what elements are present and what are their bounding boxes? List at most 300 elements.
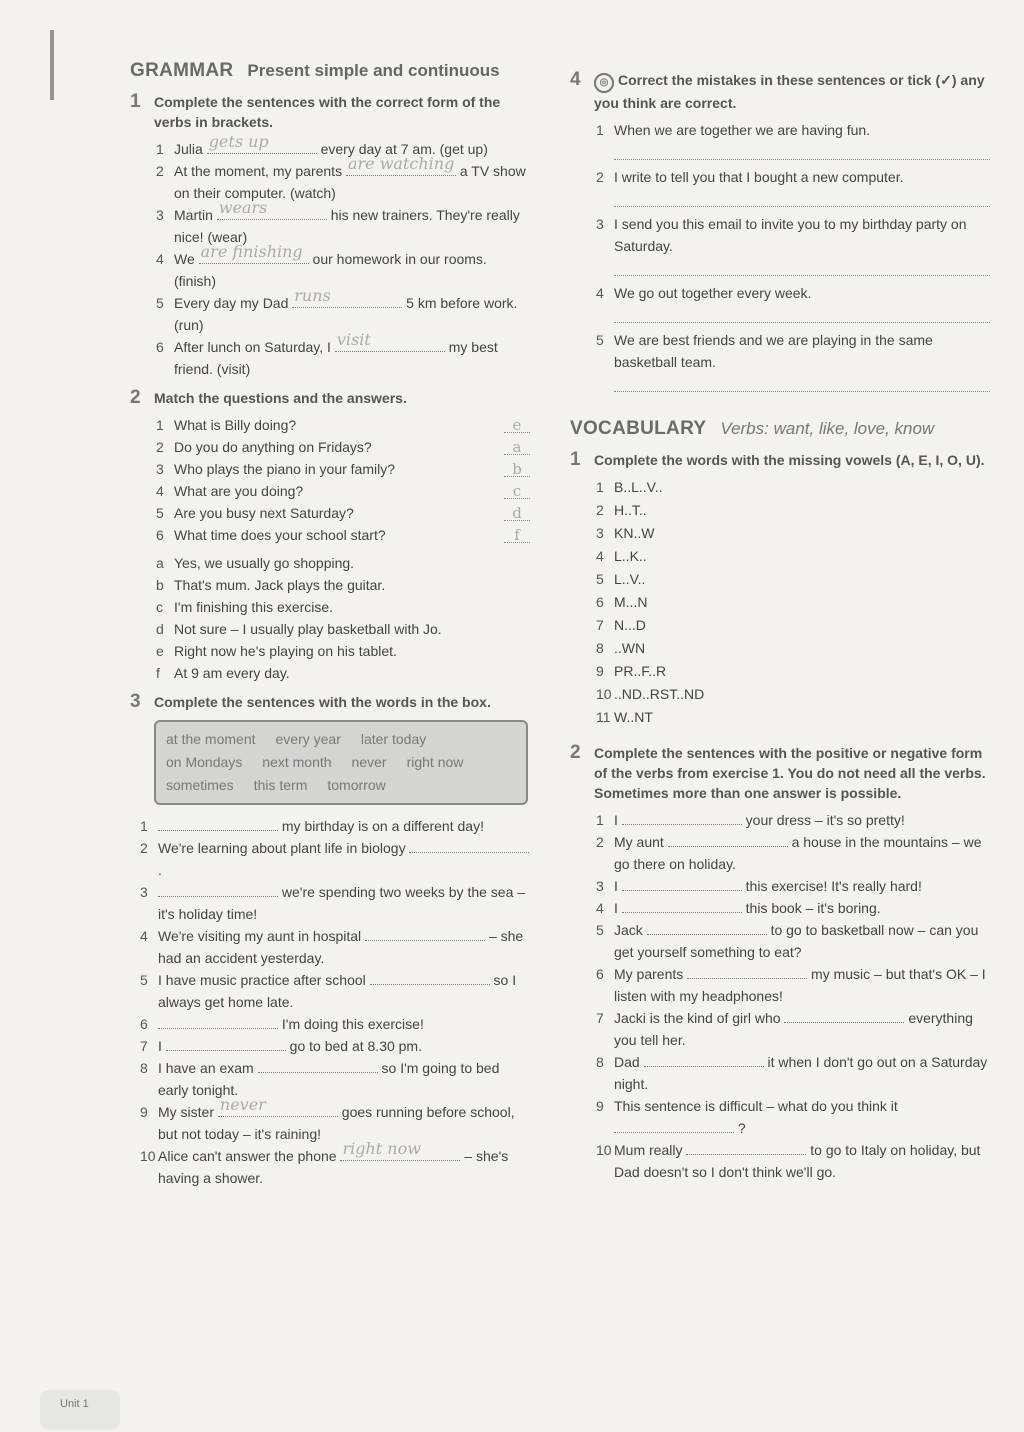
- vocabulary-exercise-2: [570, 743, 990, 1183]
- list-item: [596, 683, 990, 706]
- item-text: [614, 963, 990, 1007]
- handwritten-answer: gets up: [208, 132, 269, 151]
- audio-icon: ◎: [594, 73, 614, 93]
- question-text: [156, 524, 504, 546]
- vocabulary-tag: VOCABULARY: [570, 418, 707, 439]
- list-item: [596, 1007, 990, 1051]
- list-item: [156, 242, 530, 292]
- word-box-item: later today: [360, 731, 427, 747]
- answer-blank[interactable]: [158, 816, 278, 831]
- item-sentence: When we are together we are having fun.: [614, 122, 871, 138]
- item-number: 9: [140, 1104, 148, 1120]
- item-number: 5: [596, 922, 604, 938]
- item-text: [614, 897, 990, 919]
- word-box-item: next month: [262, 754, 332, 770]
- list-item: [140, 1095, 530, 1145]
- answer-blank[interactable]: [647, 920, 767, 935]
- list-item: [140, 837, 530, 881]
- answer-letter: b: [156, 577, 164, 593]
- list-item: [596, 545, 990, 568]
- item-suffix: his new trainers. They're really nice! (wear): [174, 207, 520, 245]
- list-item: [596, 568, 990, 591]
- item-prefix: This sentence is difficult – what do you think it: [614, 1098, 898, 1114]
- answer-blank[interactable]: f: [504, 524, 530, 543]
- item-suffix: so I'm going to bed early tonight.: [158, 1060, 500, 1098]
- list-item: [596, 213, 990, 257]
- answer-text: At 9 am every day.: [174, 665, 290, 681]
- item-sentence: I send you this email to invite you to my birthday party on Saturday.: [614, 216, 967, 254]
- answer-blank[interactable]: e: [504, 414, 530, 433]
- answer-blank[interactable]: [199, 242, 309, 264]
- list-item: [596, 166, 990, 188]
- answer-blank[interactable]: [622, 810, 742, 825]
- item-suffix: we're spending two weeks by the sea – it's holiday time!: [158, 884, 526, 922]
- handwritten-answer: never: [219, 1095, 266, 1114]
- answer-text: I'm finishing this exercise.: [174, 599, 334, 615]
- item-sentence: We are best friends and we are playing in the same basketball team.: [614, 332, 933, 370]
- answer-blank[interactable]: [784, 1008, 904, 1023]
- item-prefix: We're learning about plant life in biology: [158, 840, 406, 856]
- answer-row: [156, 618, 530, 640]
- item-text: [158, 1035, 530, 1057]
- left-column: [130, 56, 530, 1195]
- exercise-title: [570, 450, 990, 470]
- item-sentence: PR..F..R: [614, 663, 667, 679]
- answer-line[interactable]: [614, 259, 990, 276]
- answer-blank[interactable]: [335, 330, 445, 352]
- exercise-number: 2: [570, 742, 581, 763]
- item-suffix: so I always get home late.: [158, 972, 517, 1010]
- item-number: 1: [596, 812, 604, 828]
- item-sentence: I write to tell you that I bought a new computer.: [614, 169, 904, 185]
- grammar-subtitle: Present simple and continuous: [247, 61, 500, 80]
- question-sentence: Do you do anything on Fridays?: [174, 439, 372, 455]
- item-text: [158, 1013, 530, 1035]
- item-prefix: Dad: [614, 1054, 640, 1070]
- item-number: 4: [140, 928, 148, 944]
- list-item: [596, 963, 990, 1007]
- item-number: 8: [596, 640, 604, 656]
- exercise-instruction: Correct the mistakes in these sentences or tick (✓) any you think are correct.: [594, 72, 985, 111]
- handwritten-answer: right now: [342, 1139, 421, 1158]
- word-box-item: every year: [275, 731, 341, 747]
- item-prefix: We're visiting my aunt in hospital: [158, 928, 362, 944]
- item-sentence: We go out together every week.: [614, 285, 812, 301]
- item-number: 10: [140, 1148, 156, 1164]
- item-number: 4: [596, 900, 604, 916]
- list-item: [140, 1139, 530, 1189]
- item-sentence: L..K..: [614, 548, 647, 564]
- item-number: 6: [156, 339, 164, 355]
- item-text: [174, 242, 530, 292]
- item-number: 1: [596, 122, 604, 138]
- answer-line[interactable]: [614, 143, 990, 160]
- word-box-item: at the moment: [166, 731, 256, 747]
- answer-blank[interactable]: c: [504, 480, 530, 499]
- item-number: 7: [140, 1038, 148, 1054]
- list-item: [596, 329, 990, 373]
- list-item: [596, 119, 990, 141]
- item-number: 7: [596, 1010, 604, 1026]
- list-item: [596, 1095, 990, 1139]
- question-text: [156, 458, 504, 480]
- answer-text: Not sure – I usually play basketball with Jo.: [174, 621, 442, 637]
- grammar-exercise-3: [130, 692, 530, 1189]
- answer-list: [156, 552, 530, 684]
- item-text: [158, 969, 530, 1013]
- item-sentence: H..T..: [614, 502, 647, 518]
- item-number: 6: [140, 1016, 148, 1032]
- word-box-item: tomorrow: [327, 777, 386, 793]
- grammar-header: [130, 60, 530, 82]
- exercise-title: [570, 70, 990, 113]
- item-suffix: a TV show on their computer. (watch): [174, 163, 526, 201]
- item-prefix: At the moment, my parents: [174, 163, 343, 179]
- item-prefix: We: [174, 251, 195, 267]
- word-box-row: [166, 751, 516, 774]
- item-number: 2: [596, 502, 604, 518]
- exercise-number: 1: [570, 449, 581, 470]
- answer-blank[interactable]: [340, 1139, 460, 1161]
- item-number: 7: [596, 617, 604, 633]
- exercise-items: [596, 809, 990, 1183]
- item-text: [614, 522, 990, 545]
- item-suffix: goes running before school, but not today – it's raining!: [158, 1104, 515, 1142]
- item-text: [614, 476, 990, 499]
- item-text: [158, 925, 530, 969]
- exercise-number: 2: [130, 387, 141, 408]
- item-number: 10: [596, 1142, 612, 1158]
- word-box-item: on Mondays: [166, 754, 243, 770]
- list-item: [156, 330, 530, 380]
- item-number: 3: [596, 525, 604, 541]
- answer-text: That's mum. Jack plays the guitar.: [174, 577, 386, 593]
- item-number: 4: [596, 548, 604, 564]
- item-suffix: – she's having a shower.: [158, 1148, 509, 1186]
- item-text: [614, 637, 990, 660]
- item-number: 2: [596, 834, 604, 850]
- list-item: [596, 1051, 990, 1095]
- item-number: 6: [156, 527, 164, 543]
- answer-blank[interactable]: [166, 1036, 286, 1051]
- list-item: [140, 1035, 530, 1057]
- item-text: [614, 614, 990, 637]
- item-text: [614, 1095, 990, 1139]
- answer-text: Yes, we usually go shopping.: [174, 555, 355, 571]
- item-suffix: a house in the mountains – we go there on holiday.: [614, 834, 982, 872]
- answer-blank[interactable]: [158, 1014, 278, 1029]
- item-text: [158, 815, 530, 837]
- item-sentence: KN..W: [614, 525, 655, 541]
- answer-blank[interactable]: [409, 838, 529, 853]
- list-item: [596, 522, 990, 545]
- question-sentence: What are you doing?: [174, 483, 304, 499]
- answer-row: [156, 574, 530, 596]
- handwritten-answer: wears: [218, 198, 268, 217]
- item-number: 5: [156, 505, 164, 521]
- vocabulary-exercise-1: [570, 450, 990, 729]
- item-sentence: L..V..: [614, 571, 646, 587]
- item-number: 6: [596, 966, 604, 982]
- answer-line[interactable]: [614, 375, 990, 392]
- exercise-title: [130, 692, 530, 712]
- list-item: [140, 1057, 530, 1101]
- question-sentence: What is Billy doing?: [174, 417, 297, 433]
- answer-row: [156, 640, 530, 662]
- item-prefix: Jack: [614, 922, 643, 938]
- answer-line[interactable]: [614, 190, 990, 207]
- answer-blank[interactable]: [292, 286, 402, 308]
- item-suffix: my birthday is on a different day!: [281, 818, 484, 834]
- item-prefix: After lunch on Saturday, I: [174, 339, 331, 355]
- handwritten-answer: are watching: [347, 154, 455, 173]
- item-text: [614, 119, 990, 141]
- question-row: [156, 524, 530, 546]
- grammar-exercise-1: [130, 92, 530, 380]
- list-item: [596, 706, 990, 729]
- list-item: [596, 897, 990, 919]
- question-row: [156, 502, 530, 524]
- item-number: 11: [596, 709, 611, 725]
- answer-blank[interactable]: [218, 1095, 338, 1117]
- item-suffix: my best friend. (visit): [174, 339, 498, 377]
- question-row: [156, 414, 530, 436]
- answer-blank[interactable]: [687, 964, 807, 979]
- answer-blank[interactable]: [370, 970, 490, 985]
- item-number: 1: [156, 417, 164, 433]
- question-text: [156, 436, 504, 458]
- answer-blank[interactable]: [207, 132, 317, 154]
- answer-blank[interactable]: [217, 198, 327, 220]
- question-row: [156, 480, 530, 502]
- word-box-item: this term: [253, 777, 308, 793]
- answer-letter: d: [156, 621, 164, 637]
- item-number: 9: [596, 1098, 604, 1114]
- item-number: 1: [156, 141, 164, 157]
- item-number: 2: [156, 439, 164, 455]
- item-number: 5: [140, 972, 148, 988]
- list-item: [596, 614, 990, 637]
- item-suffix: – she had an accident yesterday.: [158, 928, 524, 966]
- item-suffix: our homework in our rooms. (finish): [174, 251, 487, 289]
- answer-blank[interactable]: [258, 1058, 378, 1073]
- item-text: [614, 875, 990, 897]
- exercise-title: [130, 92, 530, 132]
- item-suffix: it when I don't go out on a Saturday night.: [614, 1054, 988, 1092]
- answer-blank[interactable]: [614, 1118, 734, 1133]
- item-prefix: I: [158, 1038, 162, 1054]
- item-suffix: this exercise! It's really hard!: [745, 878, 922, 894]
- item-text: [614, 568, 990, 591]
- question-text: [156, 480, 504, 502]
- question-list: [156, 414, 530, 546]
- scan-artifact: [50, 30, 54, 100]
- exercise-title: [130, 388, 530, 408]
- item-text: [614, 660, 990, 683]
- item-number: 3: [140, 884, 148, 900]
- item-text: [614, 1051, 990, 1095]
- answer-blank[interactable]: [668, 832, 788, 847]
- item-text: [614, 1139, 990, 1183]
- exercise-instruction: Complete the sentences with the positive or negative form of the verbs from exercise 1. You do not need all the verbs. Sometimes more than one answer is possible.: [594, 745, 986, 801]
- exercise-instruction: Complete the sentences with the correct form of the verbs in brackets.: [154, 94, 501, 130]
- item-suffix: 5 km before work. (run): [174, 295, 518, 333]
- list-item: [156, 132, 530, 160]
- list-item: [596, 476, 990, 499]
- item-text: [158, 881, 530, 925]
- answer-blank[interactable]: [365, 926, 485, 941]
- item-text: [158, 1139, 530, 1189]
- list-item: [596, 591, 990, 614]
- item-text: [174, 330, 530, 380]
- item-suffix: go to bed at 8.30 pm.: [289, 1038, 422, 1054]
- list-item: [140, 925, 530, 969]
- item-suffix: everything you tell her.: [614, 1010, 973, 1048]
- grammar-exercise-4: [570, 70, 990, 392]
- list-item: [140, 881, 530, 925]
- answer-blank[interactable]: d: [504, 502, 530, 521]
- item-text: [614, 329, 990, 373]
- item-text: [614, 166, 990, 188]
- answer-blank[interactable]: [622, 876, 742, 891]
- exercise-instruction: Complete the words with the missing vowels (A, E, I, O, U).: [594, 452, 985, 468]
- item-number: 5: [596, 332, 604, 348]
- item-prefix: My aunt: [614, 834, 664, 850]
- question-row: [156, 436, 530, 458]
- item-sentence: B..L..V..: [614, 479, 663, 495]
- list-item: [140, 1013, 530, 1035]
- item-prefix: I: [614, 878, 618, 894]
- item-text: [614, 831, 990, 875]
- item-text: [614, 545, 990, 568]
- item-suffix: .: [158, 862, 162, 878]
- item-number: 3: [596, 878, 604, 894]
- list-item: [596, 282, 990, 304]
- list-item: [596, 499, 990, 522]
- item-text: [614, 809, 990, 831]
- item-number: 8: [140, 1060, 148, 1076]
- item-prefix: Julia: [174, 141, 203, 157]
- exercise-number: 3: [130, 691, 141, 712]
- word-box-item: right now: [406, 754, 464, 770]
- list-item: [140, 815, 530, 837]
- answer-letter: e: [156, 643, 164, 659]
- answer-blank[interactable]: [622, 898, 742, 913]
- item-text: [614, 1007, 990, 1051]
- item-prefix: My parents: [614, 966, 684, 982]
- handwritten-answer: visit: [336, 330, 371, 349]
- item-text: [614, 213, 990, 257]
- word-box: [154, 720, 528, 805]
- item-number: 1: [140, 818, 148, 834]
- item-text: [614, 919, 990, 963]
- item-suffix: every day at 7 am. (get up): [320, 141, 488, 157]
- question-text: [156, 502, 504, 524]
- item-number: 4: [156, 483, 164, 499]
- item-number: 2: [140, 840, 148, 856]
- item-sentence: ..WN: [614, 640, 646, 656]
- item-text: [158, 1057, 530, 1101]
- item-sentence: N...D: [614, 617, 646, 633]
- item-prefix: I: [614, 900, 618, 916]
- item-number: 3: [596, 216, 604, 232]
- answer-letter: f: [156, 665, 160, 681]
- handwritten-answer: runs: [294, 286, 331, 305]
- answer-row: [156, 552, 530, 574]
- right-column: [570, 56, 990, 1189]
- item-sentence: W..NT: [614, 709, 653, 725]
- exercise-instruction: Match the questions and the answers.: [154, 390, 407, 406]
- item-prefix: Martin: [174, 207, 213, 223]
- word-box-item: sometimes: [166, 777, 234, 793]
- item-number: 1: [596, 479, 604, 495]
- word-box-item: never: [351, 754, 387, 770]
- question-sentence: Who plays the piano in your family?: [174, 461, 395, 477]
- grammar-exercise-2: [130, 388, 530, 684]
- answer-blank[interactable]: [158, 882, 278, 897]
- item-number: 8: [596, 1054, 604, 1070]
- question-text: [156, 414, 504, 436]
- answer-blank[interactable]: a: [504, 436, 530, 455]
- answer-line[interactable]: [614, 306, 990, 323]
- answer-blank[interactable]: [644, 1052, 764, 1067]
- item-number: 4: [596, 285, 604, 301]
- item-text: [614, 683, 990, 706]
- list-item: [596, 919, 990, 963]
- list-item: [140, 969, 530, 1013]
- list-item: [596, 875, 990, 897]
- item-text: [614, 591, 990, 614]
- list-item: [596, 660, 990, 683]
- item-number: 6: [596, 594, 604, 610]
- word-box-row: [166, 728, 516, 751]
- item-suffix: your dress – it's so pretty!: [745, 812, 905, 828]
- item-number: 2: [156, 163, 164, 179]
- item-sentence: ..ND..RST..ND: [614, 686, 705, 702]
- item-number: 2: [596, 169, 604, 185]
- item-text: [158, 837, 530, 881]
- exercise-items: [156, 132, 530, 380]
- question-row: [156, 458, 530, 480]
- item-suffix: to go to basketball now – can you get yourself something to eat?: [614, 922, 979, 960]
- item-number: 4: [156, 251, 164, 267]
- vocabulary-header: [570, 418, 990, 440]
- exercise-number: 4: [570, 69, 581, 90]
- item-suffix: I'm doing this exercise!: [281, 1016, 424, 1032]
- list-item: [596, 1139, 990, 1183]
- list-item: [596, 637, 990, 660]
- word-box-row: [166, 774, 516, 797]
- answer-blank[interactable]: [686, 1140, 806, 1155]
- exercise-instruction: Complete the sentences with the words in the box.: [154, 694, 491, 710]
- item-number: 10: [596, 686, 612, 702]
- item-suffix: ?: [737, 1120, 746, 1136]
- vocabulary-subtitle: Verbs: want, like, love, know: [720, 419, 935, 438]
- item-prefix: I: [614, 812, 618, 828]
- exercise-items: [140, 815, 530, 1189]
- item-prefix: Jacki is the kind of girl who: [614, 1010, 781, 1026]
- item-number: 3: [156, 207, 164, 223]
- item-suffix: to go to Italy on holiday, but Dad doesn't so I don't think we'll go.: [614, 1142, 981, 1180]
- question-sentence: What time does your school start?: [174, 527, 386, 543]
- exercise-items: [596, 119, 990, 392]
- item-number: 3: [156, 461, 164, 477]
- answer-blank[interactable]: b: [504, 458, 530, 477]
- list-item: [596, 831, 990, 875]
- answer-text: Right now he's playing on his tablet.: [174, 643, 397, 659]
- answer-blank[interactable]: [346, 154, 456, 176]
- item-text: [614, 706, 990, 729]
